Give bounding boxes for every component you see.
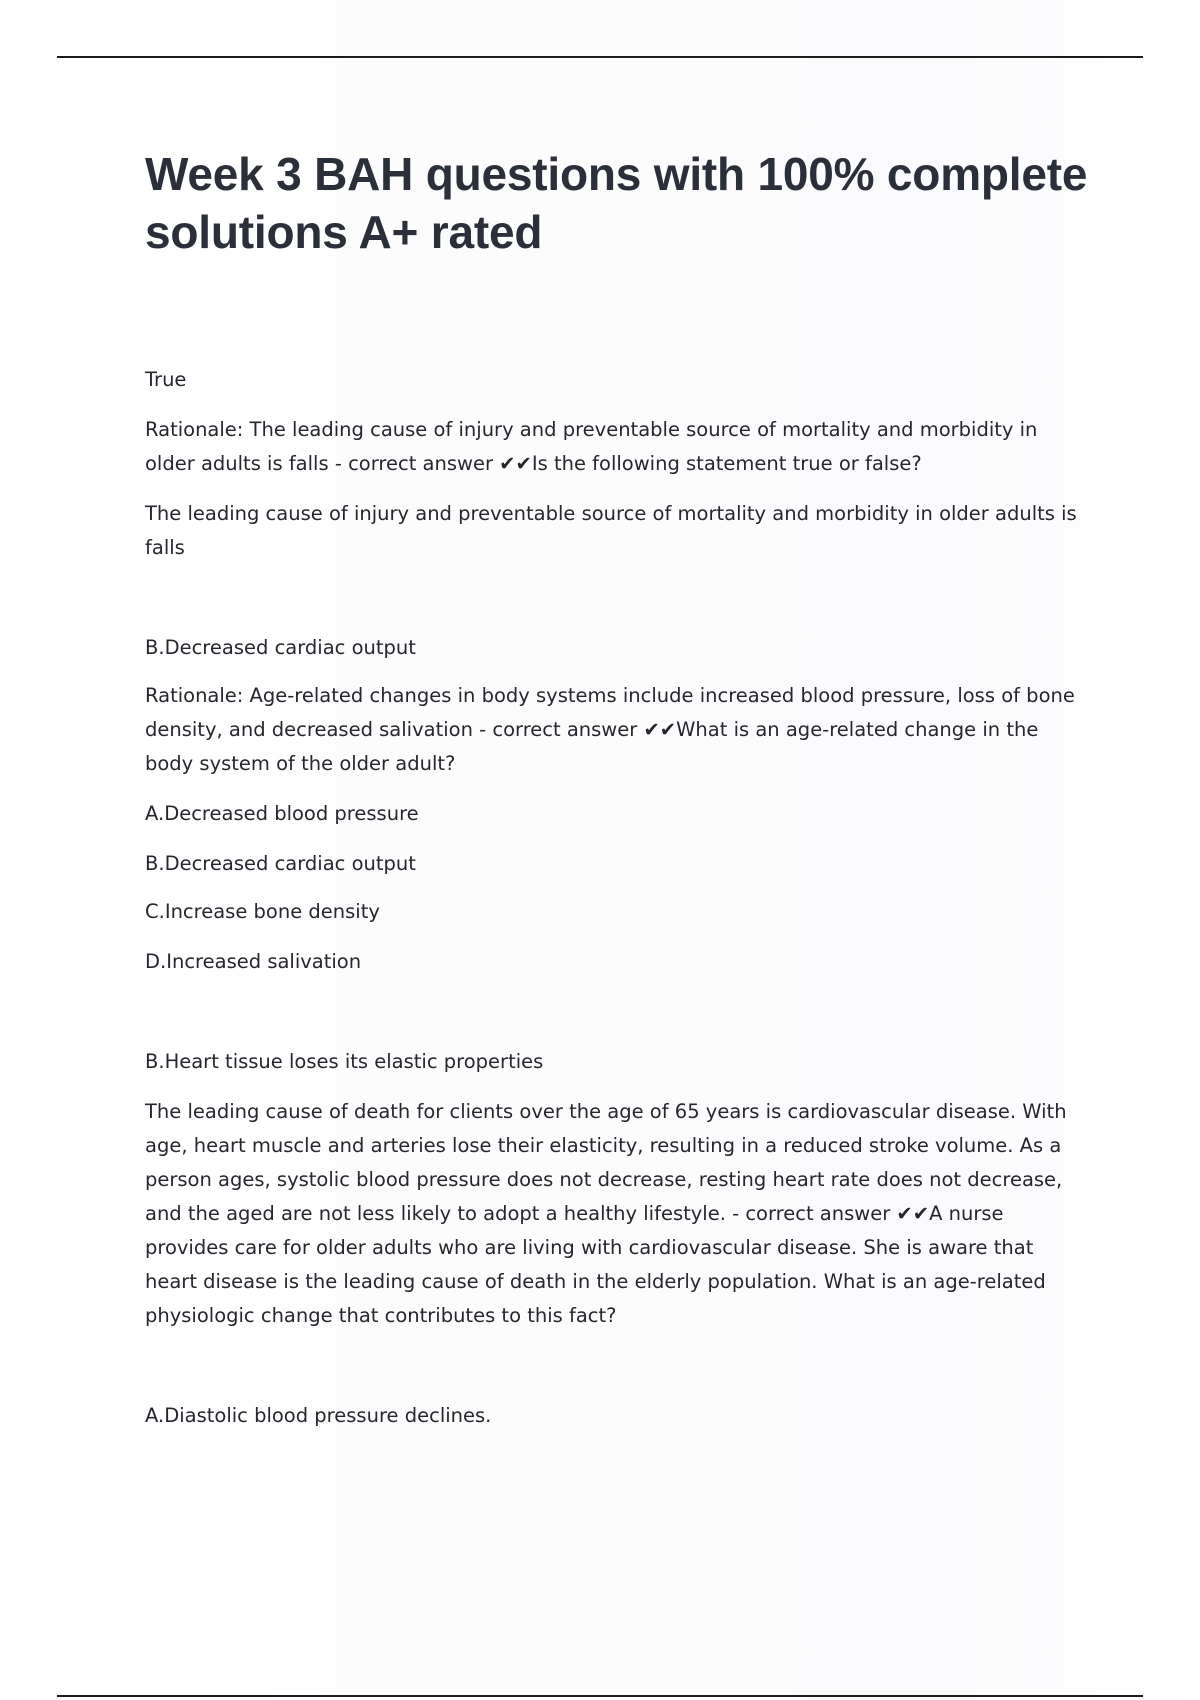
q2-option-d: D.Increased salivation [145,950,362,973]
q2-option-a: A.Decreased blood pressure [145,802,419,825]
q1-statement: The leading cause of injury and preventable source of mortality and morbidity in older adults is falls [145,502,1077,559]
document-title: Week 3 BAH questions with 100% complete solutions A+ rated [145,148,1088,258]
q1-rationale: Rationale: The leading cause of injury and preventable source of mortality and morbidity in older adults is falls - correct answer ✔✔Is the following statement true or false? [145,418,1038,475]
q3-rationale: The leading cause of death for clients over the age of 65 years is cardiovascular disease. With age, heart muscle and arteries lose their elasticity, resulting in a reduced stroke volume. As a person ages, systolic blood pressure does not decrease, resting heart rate does not decrease, and the aged are not less likely to adopt a healthy lifestyle. - correct answer ✔✔A nurse provides care for older adults who are living with cardiovascular disease. She is aware that heart disease is the leading cause of death in the elderly population. What is an age-related physiologic change that contributes to this fact? [145,1100,1067,1327]
bottom-rule [57,1695,1143,1697]
q2-option-c: C.Increase bone density [145,900,380,923]
top-rule [57,56,1143,58]
document-body [145,363,1090,1433]
q1-answer: True [145,368,187,391]
q2-answer: B.Decreased cardiac output [145,636,416,659]
q3-answer: B.Heart tissue loses its elastic properties [145,1050,544,1073]
q3-option-a: A.Diastolic blood pressure declines. [145,1404,492,1427]
q2-option-b: B.Decreased cardiac output [145,852,416,875]
q2-rationale: Rationale: Age-related changes in body systems include increased blood pressure, loss of bone density, and decreased salivation - correct answer ✔✔What is an age-related change in the body system of the older adult? [145,684,1075,775]
document-content [145,145,1090,1433]
